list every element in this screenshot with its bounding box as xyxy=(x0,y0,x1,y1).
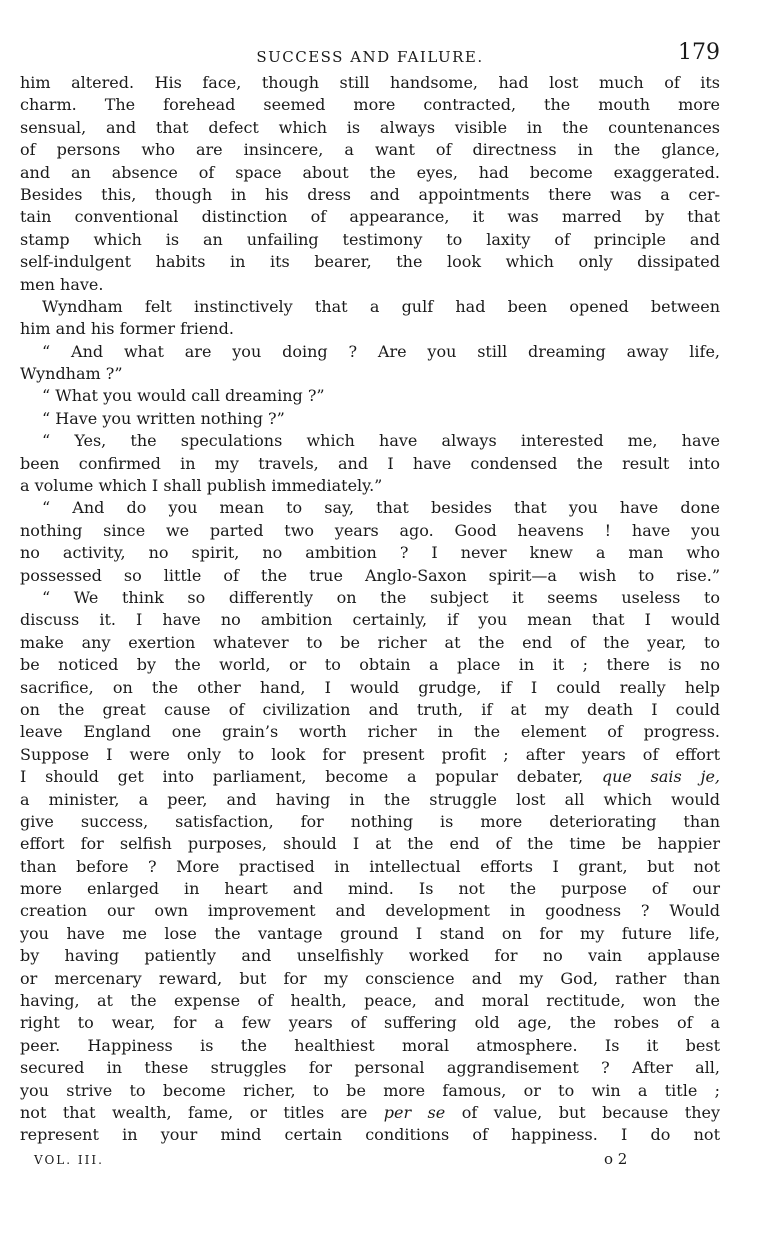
text-line: be noticed by the world, or to obtain a place in it ; there is no xyxy=(20,655,720,675)
text-line: Wyndham felt instinctively that a gulf had been opened between xyxy=(42,296,720,316)
text-line: men have. xyxy=(20,274,104,294)
text-line: and an absence of space about the eyes, had become exaggerated. xyxy=(20,162,720,182)
text-line: secured in these struggles for personal aggrandisement ? After all, xyxy=(20,1058,720,1078)
text-line: represent in your mind certain conditions of happiness. I do not xyxy=(20,1125,720,1145)
text-line: sensual, and that defect which is always visible in the countenances xyxy=(20,117,720,137)
text-line: a volume which I shall publish immediately.” xyxy=(20,476,383,496)
text-line: tain conventional distinction of appearance, it was marred by that xyxy=(20,207,720,227)
text-line: right to wear, for a few years of suffering old age, the robes of a xyxy=(20,1013,720,1033)
text-run: of value, but because they xyxy=(445,1102,721,1122)
page-footer xyxy=(20,1149,720,1175)
body-text xyxy=(20,72,720,1147)
text-line: Wyndham ?” xyxy=(20,364,123,384)
text-line: or mercenary reward, but for my conscience and my God, rather than xyxy=(20,968,720,988)
text-line: “ We think so differently on the subject it seems useless to xyxy=(42,587,720,607)
text-line: Besides this, though in his dress and appointments there was a cer- xyxy=(20,184,720,204)
text-line: stamp which is an unfailing testimony to laxity of principle and xyxy=(20,229,720,249)
book-page xyxy=(20,36,720,1175)
text-line: of persons who are insincere, a want of directness in the glance, xyxy=(20,140,720,160)
text-line: effort for selfish purposes, should I at the end of the time be happier xyxy=(20,834,720,854)
text-line: more enlarged in heart and mind. Is not the purpose of our xyxy=(20,879,720,899)
text-line: “ Have you written nothing ?” xyxy=(42,408,285,428)
text-line: you strive to become richer, to be more famous, or to win a title ; xyxy=(20,1080,720,1100)
text-line: discuss it. I have no ambition certainly, if you mean that I would xyxy=(20,610,720,630)
text-line: you have me lose the vantage ground I stand on for my future life, xyxy=(20,923,720,943)
text-line: “ And what are you doing ? Are you still dreaming away life, xyxy=(42,341,720,361)
running-head xyxy=(20,36,720,72)
text-line: been confirmed in my travels, and I have condensed the result into xyxy=(20,453,720,473)
text-line: “ Yes, the speculations which have always interested me, have xyxy=(42,431,720,451)
text-line: him altered. His face, though still handsome, had lost much of its xyxy=(20,73,720,92)
italic-phrase: que sais je, xyxy=(601,767,720,787)
text-line: “ What you would call dreaming ?” xyxy=(42,386,325,406)
text-line: him and his former friend. xyxy=(20,319,234,339)
gathering-mark: o 2 xyxy=(604,1149,628,1168)
text-line: no activity, no spirit, no ambition ? I never knew a man who xyxy=(20,543,720,563)
text-line: nothing since we parted two years ago. Good heavens ! have you xyxy=(20,520,720,540)
text-line: having, at the expense of health, peace, and moral rectitude, won the xyxy=(20,991,720,1011)
page-number: 179 xyxy=(678,40,720,65)
text-line: than before ? More practised in intellectual efforts I grant, but not xyxy=(20,856,720,876)
text-line: give success, satisfaction, for nothing is more deteriorating than xyxy=(20,811,720,831)
text-line: sacrifice, on the other hand, I would grudge, if I could really help xyxy=(20,677,720,697)
text-line xyxy=(20,766,720,788)
text-line: Suppose I were only to look for present profit ; after years of effort xyxy=(20,744,720,764)
text-line: peer. Happiness is the healthiest moral atmosphere. Is it best xyxy=(20,1035,720,1055)
text-line: on the great cause of civilization and truth, if at my death I could xyxy=(20,699,720,719)
text-line: charm. The forehead seemed more contracted, the mouth more xyxy=(20,95,720,115)
text-line: self-indulgent habits in its bearer, the look which only dissipated xyxy=(20,252,720,272)
text-line: creation our own improvement and development in goodness ? Would xyxy=(20,901,720,921)
text-line: possessed so little of the true Anglo-Saxon spirit—a wish to rise.” xyxy=(20,565,720,585)
text-line: make any exertion whatever to be richer at the end of the year, to xyxy=(20,632,720,652)
text-line: a minister, a peer, and having in the struggle lost all which would xyxy=(20,789,720,809)
text-run: I should get into parliament, become a popular debater, xyxy=(20,767,602,787)
text-run: not that wealth, fame, or titles are xyxy=(20,1102,384,1122)
volume-signature: VOL. III. xyxy=(34,1152,104,1167)
italic-phrase: per se xyxy=(383,1102,446,1122)
text-line: by having patiently and unselfishly worked for no vain applause xyxy=(20,946,720,966)
text-line xyxy=(20,1102,720,1124)
running-title: SUCCESS AND FAILURE. xyxy=(256,48,484,66)
text-line: “ And do you mean to say, that besides that you have done xyxy=(42,498,720,518)
text-line: leave England one grain’s worth richer in the element of progress. xyxy=(20,722,720,742)
